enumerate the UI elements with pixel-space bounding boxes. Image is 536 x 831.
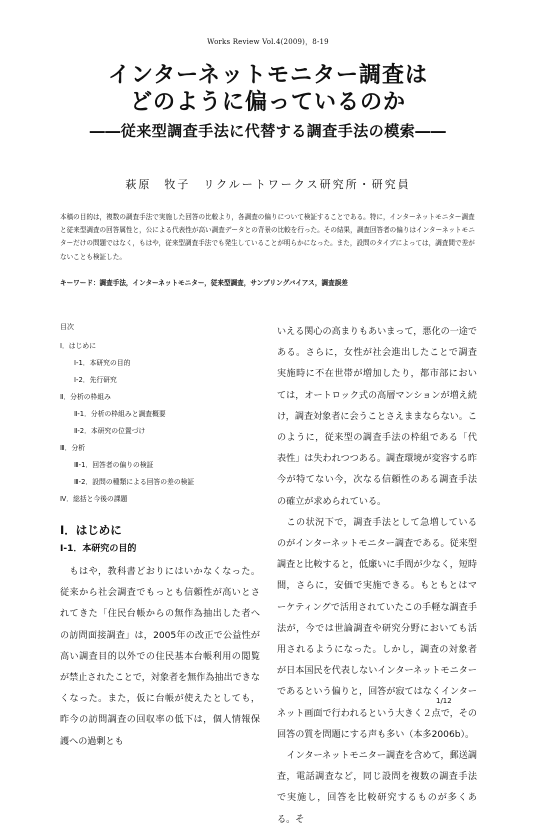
body-paragraph: もはや，教科書どおりにはいかなくなった。従来から社会調査でもっとも信頼性が高いとされてきた「住民台帳からの無作為抽出した者への訪問面接調査」は，2005年の改正で公益性が高い調査目的以外での住民基本台帳利用の閲覧が禁止されたことで，対象者を無作為抽出できなくなった。また，仮に台帳が使えたとしても，昨今の訪問調査の回収率の低下は，個人情報保護への過剰とも (60, 567, 260, 747)
subsection-heading: Ⅰ-1．本研究の目的 (60, 544, 137, 554)
toc-item: Ⅱ-1．分析の枠組みと調査概要 (74, 410, 166, 418)
title-line-2: どのように偏っているのか (129, 90, 406, 115)
toc-item: Ⅱ．分析の枠組み (60, 393, 111, 401)
right-column (277, 322, 477, 831)
toc-item: Ⅰ-1．本研究の目的 (74, 359, 131, 367)
toc-item: Ⅰ．はじめに (60, 342, 96, 350)
toc-item: Ⅲ．分析 (60, 444, 86, 452)
abstract: 本稿の目的は，複数の調査手法で実施した回答の比較より，各調査の偏りについて検証することである。特に，インターネットモニター調査と従来型調査の回答属性と，公による代表性が高い調査データとの背景の比較を行った。その結果，調査回答者の偏りはインターネットモニターだけの問題ではなく，もはや，従来型調査手法でも発生していることが明らかになった。また，設問のタイプによっては，調査間で差がないことも検証した。 (60, 213, 475, 261)
page-number: 1/12 (436, 697, 452, 705)
paper-subtitle: ――従来型調査手法に代替する調査手法の模索―― (89, 122, 447, 140)
toc-item: Ⅱ-2．本研究の位置づけ (74, 427, 146, 435)
table-of-contents (60, 338, 260, 508)
toc-item: Ⅲ-1．回答者の偏りの検証 (74, 461, 154, 469)
toc-item: Ⅰ-2．先行研究 (74, 376, 117, 384)
paper-title (0, 62, 536, 116)
toc-heading: 目次 (60, 323, 74, 331)
title-line-1: インターネットモニター調査は (107, 63, 429, 88)
toc-item: Ⅲ-2．設問の種類による回答の差の検証 (74, 478, 195, 486)
section-heading: Ⅰ．はじめに (60, 523, 122, 537)
body-paragraph: インターネットモニター調査を含めて，郵送調査，電話調査など，同じ設問を複数の調査手法で実施し，回答を比較研究するものが多くある。そ (277, 751, 477, 825)
left-column (60, 322, 260, 753)
body-paragraph: いえる関心の高まりもあいまって，悪化の一途である。さらに，女性が社会進出したことで調査実施時に不在世帯が増加したり，都市部においては，オートロック式の高層マンションが増え続け，調査対象者に会うことさえままならない。このように，従来型の調査手法の枠組である「代表性」は失われつつある。調査環境が変容する昨今が特てない今，次なる信頼性のある調査手法の確立が求められている。 (277, 327, 477, 507)
body-paragraph: この状況下で，調査手法として急増しているのがインターネットモニター調査である。従来型調査と比較すると，低廉いに手間が少なく，短時間，さらに，安価で実施できる。もともとはマーケティングで活用されていたこの手軽な調査手法が，今では世論調査や研究分野においても活用されるようになった。しかし，調査の対象者が日本国民を代表しないインターネットモニターであるという偏りと，回答が寂てはなくインターネット画面で行われるという大きく２点で，その回答の質を問題にする声も多い（本多2006b）。 (277, 517, 477, 740)
author-line: 萩原 牧子 リクルートワークス研究所・研究員 (125, 178, 411, 191)
toc-item: Ⅳ．総括と今後の課題 (60, 495, 128, 503)
journal-header: Works Review Vol.4(2009)，8-19 (207, 38, 329, 46)
keywords: キーワード：調査手法，インターネットモニター，従来型調査，サンプリングバイアス，調査誤差 (60, 279, 348, 287)
